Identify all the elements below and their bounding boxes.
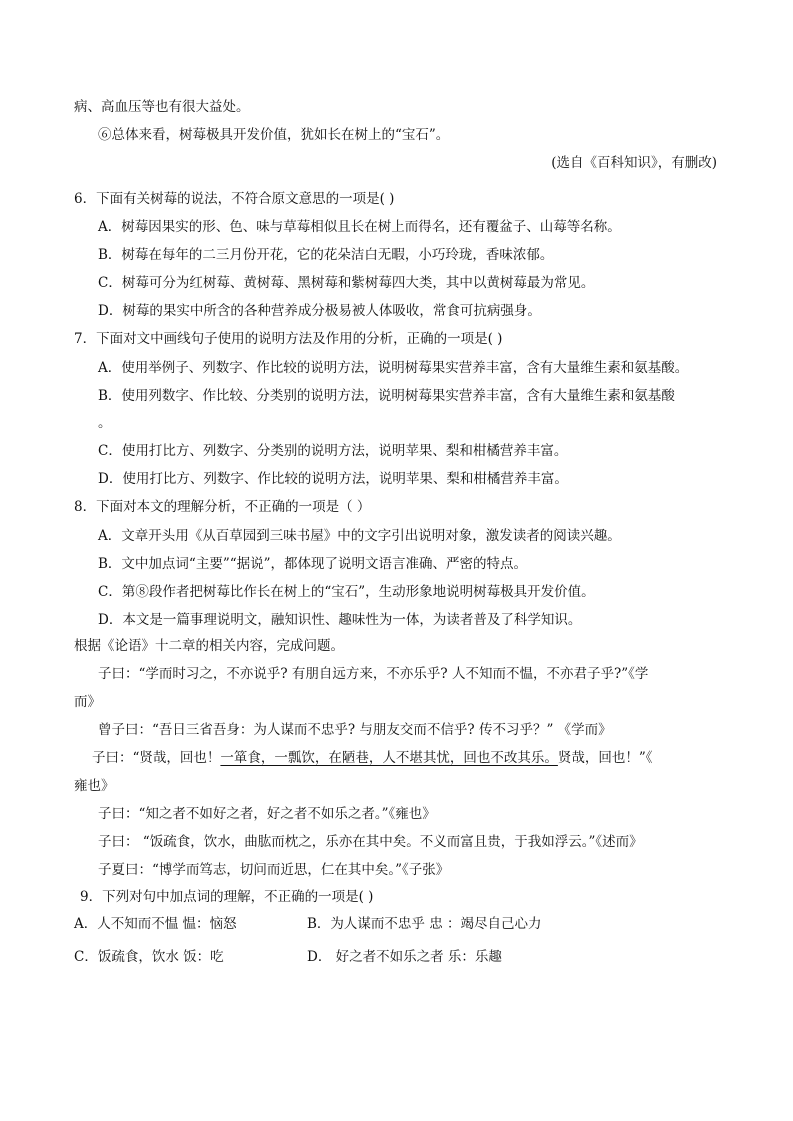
lunyu-saying-6: 子夏曰：“博学而笃志，切问而近思，仁在其中矣。”《子张》 (98, 862, 450, 878)
question-6-option-c: C．树莓可分为红树莓、黄树莓、黑树莓和紫树莓四大类，其中以黄树莓最为常见。 (98, 275, 595, 291)
question-6-option-a: A．树莓因果实的形、色、味与草莓相似且长在树上而得名，还有覆盆子、山莓等名称。 (98, 219, 621, 235)
lunyu-intro: 根据《论语》十二章的相关内容，完成问题。 (74, 638, 344, 654)
lunyu-saying-5: 子曰： “饭疏食，饮水，曲肱而枕之，乐亦在其中矣。不义而富且贵，于我如浮云。”《述而》 (98, 834, 643, 850)
question-7-option-b-continued: 。 (98, 415, 112, 431)
question-9-option-d: D． 好之者不如乐之者 乐：乐趣 (307, 949, 502, 965)
question-8-option-a: A．文章开头用《从百草园到三味书屋》中的文字引出说明对象，激发读者的阅读兴趣。 (98, 528, 621, 544)
question-8-stem: 8．下面对本文的理解分析，不正确的一项是（ ） (74, 499, 371, 515)
question-9-option-a: A．人不知而不愠 愠：恼怒 (74, 916, 237, 932)
question-7-option-a: A．使用举例子、列数字、作比较的说明方法，说明树莓果实营养丰富，含有大量维生素和氨基酸。 (98, 360, 689, 376)
question-8-option-c: C．第⑧段作者把树莓比作长在树上的“宝石”，生动形象地说明树莓极具开发价值。 (98, 584, 595, 600)
question-7-stem: 7．下面对文中画线句子使用的说明方法及作用的分析，正确的一项是( ) (74, 331, 503, 347)
question-7-option-d: D．使用打比方、列数字、作比较的说明方法，说明苹果、梨和柑橘营养丰富。 (98, 471, 568, 487)
question-9-option-b: B．为人谋而不忠乎 忠 ：竭尽自己心力 (307, 916, 542, 932)
passage-line-end: 病、高血压等也有很大益处。 (74, 99, 250, 115)
question-6-option-d: D．树莓的果实中所含的各种营养成分极易被人体吸收，常食可抗病强身。 (98, 303, 541, 319)
question-8-option-b: B．文中加点词“主要”“据说”，都体现了说明文语言准确、严密的特点。 (98, 556, 528, 572)
question-9-stem: 9．下列对句中加点词的理解，不正确的一项是( ) (80, 889, 374, 905)
saying-3-closing: 贤哉，回也！”《 (557, 750, 653, 766)
saying-3-underlined-sentence: 一箪食，一瓢饮，在陋巷，人不堪其忧，回也不改其乐。 (220, 750, 558, 766)
question-7-option-b: B．使用列数字、作比较、分类别的说明方法，说明树莓果实营养丰富，含有大量维生素和氨基酸 (98, 388, 675, 404)
question-8-option-d: D．本文是一篇事理说明文，融知识性、趣味性为一体，为读者普及了科学知识。 (98, 612, 582, 628)
lunyu-saying-4: 子曰：“知之者不如好之者，好之者不如乐之者。”《雍也》 (98, 806, 436, 822)
lunyu-saying-3-line-1 (92, 749, 653, 767)
lunyu-saying-3-line-2: 雍也》 (74, 778, 115, 794)
question-9-option-c: C．饭疏食，饮水 饭：吃 (74, 949, 224, 965)
saying-3-opening: 子曰：“贤哉，回也！ (92, 750, 221, 766)
lunyu-saying-1-line-1: 子曰：“学而时习之，不亦说乎? 有朋自远方来，不亦乐乎? 人不知而不愠，不亦君子乎?”《学 (98, 666, 649, 682)
passage-source: (选自《百科知识》，有删改) (551, 155, 717, 171)
passage-paragraph-6: ⑥总体来看，树莓极具开发价值，犹如长在树上的“宝石”。 (98, 127, 450, 143)
question-7-option-c: C．使用打比方、列数字、分类别的说明方法，说明苹果、梨和柑橘营养丰富。 (98, 443, 568, 459)
question-6-option-b: B．树莓在每年的二三月份开花，它的花朵洁白无暇，小巧玲珑，香味浓郁。 (98, 247, 554, 263)
question-6-stem: 6．下面有关树莓的说法，不符合原文意思的一项是( ) (74, 191, 395, 207)
lunyu-saying-2: 曾子曰：“吾日三省吾身：为人谋而不忠乎? 与朋友交而不信乎? 传不习乎？” 《学而》 (98, 722, 612, 738)
lunyu-saying-1-line-2: 而》 (74, 694, 101, 710)
